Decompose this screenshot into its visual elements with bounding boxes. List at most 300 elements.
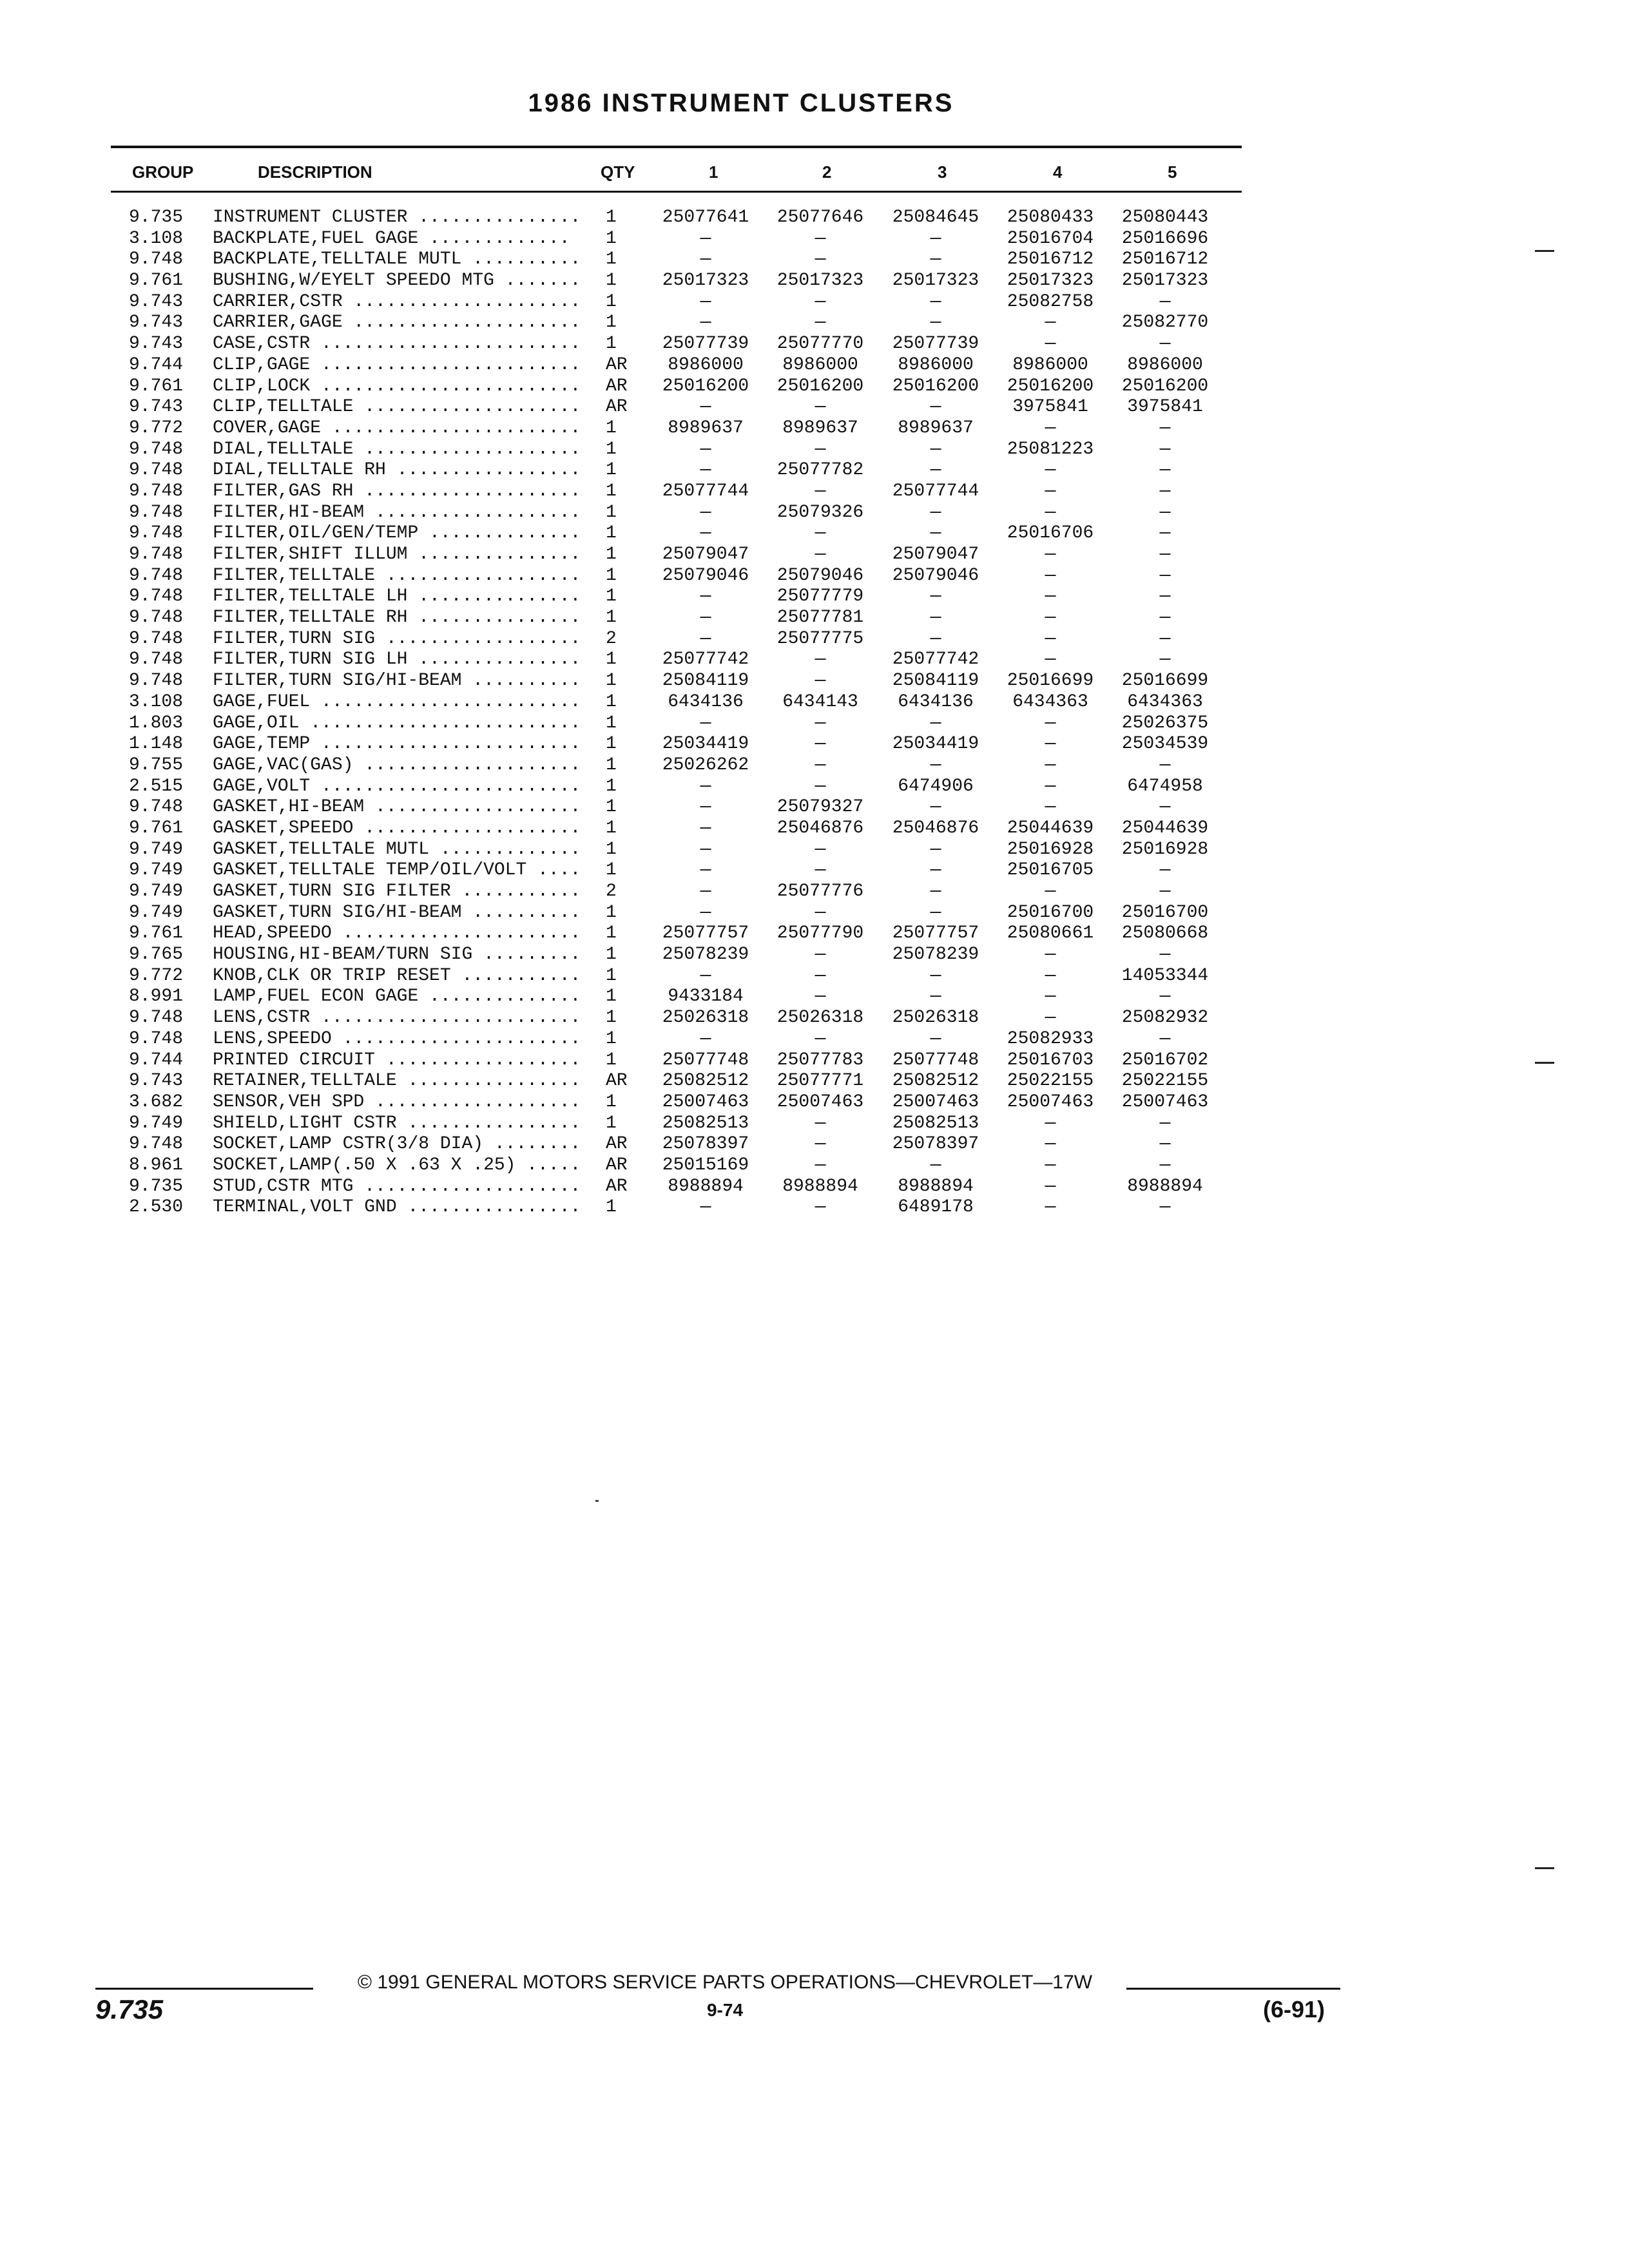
part-number-cell-3: 8986000	[898, 354, 974, 375]
table-row	[0, 523, 1629, 544]
part-number-cell-5: —	[1159, 460, 1171, 481]
part-number-cell-3: 6434136	[898, 691, 974, 712]
part-number-cell-5: —	[1159, 860, 1171, 881]
part-number-cell-5: 25007463	[1121, 1091, 1209, 1112]
qty-cell: 1	[606, 418, 617, 438]
part-number-cell-2: —	[815, 1134, 826, 1155]
part-number-cell-5: 25082770	[1121, 312, 1209, 333]
part-number-cell-5: —	[1159, 1113, 1171, 1133]
group-cell: 9.743	[129, 312, 184, 333]
qty-cell: 1	[606, 1008, 617, 1028]
group-cell: 8.991	[129, 986, 184, 1007]
description-cell: HEAD,SPEEDO ......................	[213, 923, 581, 944]
part-number-cell-4: —	[1045, 1008, 1056, 1028]
table-row	[0, 376, 1629, 398]
part-number-cell-5: —	[1159, 418, 1171, 438]
description-cell: SOCKET,LAMP(.50 X .63 X .25) .....	[213, 1155, 581, 1175]
part-number-cell-1: 25077739	[662, 334, 749, 354]
part-number-cell-4: —	[1045, 502, 1056, 523]
part-number-cell-1: —	[700, 291, 711, 312]
part-number-cell-1: 25026262	[662, 754, 749, 775]
table-row	[0, 312, 1629, 334]
part-number-cell-4: 25016704	[1007, 228, 1094, 249]
part-number-cell-1: 8989637	[668, 418, 744, 438]
description-cell: FILTER,SHIFT ILLUM ...............	[213, 544, 581, 564]
part-number-cell-1: 25079046	[662, 565, 749, 586]
description-cell: STUD,CSTR MTG ....................	[213, 1176, 581, 1196]
description-cell: GAGE,OIL .........................	[213, 713, 581, 733]
qty-cell: 1	[606, 649, 617, 670]
group-cell: 2.530	[129, 1197, 184, 1218]
part-number-cell-5: 25016200	[1121, 376, 1209, 396]
part-number-cell-5: —	[1159, 649, 1171, 670]
part-number-cell-5: 25022155	[1121, 1071, 1209, 1091]
group-cell: 9.743	[129, 334, 184, 354]
part-number-cell-2: 25079046	[776, 565, 864, 586]
part-number-cell-2: —	[815, 228, 826, 249]
part-number-cell-2: —	[815, 754, 826, 775]
table-row	[0, 418, 1629, 439]
description-cell: SHIELD,LIGHT CSTR ................	[213, 1113, 581, 1133]
footer-copyright: © 1991 GENERAL MOTORS SERVICE PARTS OPERATIONS—CHEVROLET—17W	[357, 1972, 1093, 1993]
table-row	[0, 566, 1629, 587]
qty-cell: 1	[606, 1091, 617, 1112]
qty-cell: 1	[606, 776, 617, 796]
column-header-description: DESCRIPTION	[258, 162, 372, 182]
column-header-5: 5	[1168, 162, 1177, 182]
description-cell: GASKET,TURN SIG FILTER ...........	[213, 881, 581, 901]
part-number-cell-2: 6434143	[782, 691, 858, 712]
description-cell: FILTER,TELLTALE RH ...............	[213, 608, 581, 628]
part-number-cell-1: —	[700, 460, 711, 481]
part-number-cell-4: —	[1045, 334, 1056, 354]
group-cell: 3.108	[129, 228, 184, 249]
part-number-cell-4: 25016699	[1007, 671, 1094, 691]
part-number-cell-1: 25026318	[662, 1008, 749, 1028]
part-number-cell-4: 3975841	[1012, 397, 1088, 418]
part-number-cell-3: —	[930, 1028, 941, 1049]
table-row	[0, 840, 1629, 861]
part-number-cell-5: —	[1159, 881, 1171, 901]
group-cell: 9.735	[129, 1176, 184, 1196]
qty-cell: AR	[606, 376, 628, 396]
qty-cell: AR	[606, 1134, 628, 1155]
description-cell: COVER,GAGE .......................	[213, 418, 581, 438]
qty-cell: 1	[606, 481, 617, 501]
part-number-cell-4: 25017323	[1007, 271, 1094, 291]
part-number-cell-2: 25077783	[776, 1050, 864, 1070]
table-row	[0, 1134, 1629, 1155]
part-number-cell-3: —	[930, 713, 941, 733]
part-number-cell-4: 25044639	[1007, 818, 1094, 838]
part-number-cell-2: —	[815, 1113, 826, 1133]
table-row	[0, 503, 1629, 524]
part-number-cell-4: —	[1045, 608, 1056, 628]
table-row	[0, 1197, 1629, 1218]
table-row	[0, 292, 1629, 313]
table-row	[0, 734, 1629, 755]
part-number-cell-3: 25078397	[892, 1134, 979, 1155]
part-number-cell-5: 14053344	[1121, 965, 1209, 986]
part-number-cell-1: 8988894	[668, 1176, 744, 1196]
description-cell: GASKET,HI-BEAM ...................	[213, 797, 581, 818]
part-number-cell-2: —	[815, 965, 826, 986]
footer-rule-left	[95, 1988, 313, 1990]
part-number-cell-3: —	[930, 839, 941, 860]
qty-cell: AR	[606, 1071, 628, 1091]
qty-cell: 1	[606, 713, 617, 733]
table-row	[0, 249, 1629, 271]
part-number-cell-1: —	[700, 839, 711, 860]
part-number-cell-5: 8986000	[1127, 354, 1203, 375]
footer-revision-date: (6-91)	[1263, 1996, 1325, 2023]
description-cell: CASE,CSTR ........................	[213, 334, 581, 354]
part-number-cell-5: —	[1159, 1028, 1171, 1049]
part-number-cell-5: —	[1159, 1197, 1171, 1218]
part-number-cell-3: 25079046	[892, 565, 979, 586]
part-number-cell-2: 25079327	[776, 797, 864, 818]
qty-cell: 1	[606, 608, 617, 628]
group-cell: 9.748	[129, 797, 184, 818]
part-number-cell-3: 25077757	[892, 923, 979, 944]
qty-cell: 1	[606, 986, 617, 1007]
part-number-cell-4: 25022155	[1007, 1071, 1094, 1091]
table-row	[0, 481, 1629, 503]
group-cell: 9.748	[129, 586, 184, 607]
description-cell: GASKET,TELLTALE MUTL .............	[213, 839, 581, 860]
description-cell: FILTER,TURN SIG/HI-BEAM ..........	[213, 671, 581, 691]
part-number-cell-3: —	[930, 881, 941, 901]
part-number-cell-2: —	[815, 1155, 826, 1175]
part-number-cell-3: —	[930, 965, 941, 986]
description-cell: FILTER,GAS RH ....................	[213, 481, 581, 501]
part-number-cell-3: 25084645	[892, 207, 979, 227]
table-row	[0, 1029, 1629, 1050]
part-number-cell-3: —	[930, 608, 941, 628]
part-number-cell-4: —	[1045, 734, 1056, 754]
part-number-cell-5: —	[1159, 291, 1171, 312]
margin-mark	[1535, 1867, 1554, 1869]
part-number-cell-4: 25016928	[1007, 839, 1094, 860]
part-number-cell-3: —	[930, 397, 941, 418]
part-number-cell-5: —	[1159, 481, 1171, 501]
column-header-3: 3	[938, 162, 947, 182]
group-cell: 9.744	[129, 1050, 184, 1070]
part-number-cell-1: 25077744	[662, 481, 749, 501]
footer-page-number: 9-74	[706, 2000, 744, 2020]
table-row	[0, 1092, 1629, 1113]
qty-cell: 1	[606, 460, 617, 481]
part-number-cell-3: —	[930, 228, 941, 249]
part-number-cell-2: 8988894	[782, 1176, 858, 1196]
description-cell: SOCKET,LAMP CSTR(3/8 DIA) ........	[213, 1134, 581, 1155]
table-row	[0, 818, 1629, 840]
part-number-cell-3: —	[930, 439, 941, 459]
group-cell: 9.748	[129, 460, 184, 481]
description-cell: BUSHING,W/EYELT SPEEDO MTG .......	[213, 271, 581, 291]
part-number-cell-4: —	[1045, 312, 1056, 333]
part-number-cell-4: 25016706	[1007, 523, 1094, 544]
footer-group-number: 9.735	[95, 1994, 164, 2024]
group-cell: 9.772	[129, 965, 184, 986]
part-number-cell-3: 25026318	[892, 1008, 979, 1028]
part-number-cell-5: 25016928	[1121, 839, 1209, 860]
group-cell: 9.735	[129, 207, 184, 227]
part-number-cell-5: 25034539	[1121, 734, 1209, 754]
qty-cell: 1	[606, 502, 617, 523]
part-number-cell-3: —	[930, 523, 941, 544]
part-number-cell-1: —	[700, 439, 711, 459]
qty-cell: 1	[606, 544, 617, 564]
table-row	[0, 1050, 1629, 1072]
description-cell: FILTER,OIL/GEN/TEMP ..............	[213, 523, 581, 544]
part-number-cell-1: 25015169	[662, 1155, 749, 1175]
description-cell: PRINTED CIRCUIT ..................	[213, 1050, 581, 1070]
table-row	[0, 860, 1629, 881]
part-number-cell-5: —	[1159, 986, 1171, 1007]
part-number-cell-2: —	[815, 839, 826, 860]
part-number-cell-2: 25007463	[776, 1091, 864, 1112]
part-number-cell-4: —	[1045, 1134, 1056, 1155]
part-number-cell-4: 25016703	[1007, 1050, 1094, 1070]
part-number-cell-5: —	[1159, 1155, 1171, 1175]
part-number-cell-3: —	[930, 460, 941, 481]
part-number-cell-5: 8988894	[1127, 1176, 1203, 1196]
part-number-cell-4: —	[1045, 945, 1056, 965]
part-number-cell-2: —	[815, 249, 826, 270]
column-header-group: GROUP	[132, 162, 194, 182]
qty-cell: 2	[606, 628, 617, 649]
part-number-cell-5: 25080443	[1121, 207, 1209, 227]
group-cell: 9.748	[129, 1134, 184, 1155]
group-cell: 2.515	[129, 776, 184, 796]
part-number-cell-4: —	[1045, 565, 1056, 586]
part-number-cell-5: —	[1159, 754, 1171, 775]
part-number-cell-4: —	[1045, 460, 1056, 481]
description-cell: DIAL,TELLTALE RH .................	[213, 460, 581, 481]
table-row	[0, 755, 1629, 776]
part-number-cell-4: —	[1045, 586, 1056, 607]
part-number-cell-1: 25016200	[662, 376, 749, 396]
description-cell: CARRIER,GAGE .....................	[213, 312, 581, 333]
part-number-cell-1: 25034419	[662, 734, 749, 754]
qty-cell: 1	[606, 1113, 617, 1133]
part-number-cell-4: —	[1045, 1197, 1056, 1218]
part-number-cell-1: 25078397	[662, 1134, 749, 1155]
part-number-cell-1: —	[700, 776, 711, 796]
part-number-cell-2: 25077646	[776, 207, 864, 227]
footer-rule-right	[1126, 1988, 1340, 1990]
part-number-cell-2: —	[815, 439, 826, 459]
group-cell: 9.743	[129, 291, 184, 312]
table-row	[0, 460, 1629, 481]
part-number-cell-3: —	[930, 586, 941, 607]
qty-cell: 1	[606, 334, 617, 354]
part-number-cell-1: 25079047	[662, 544, 749, 564]
part-number-cell-3: 25079047	[892, 544, 979, 564]
part-number-cell-3: —	[930, 249, 941, 270]
description-cell: SENSOR,VEH SPD ...................	[213, 1091, 581, 1112]
part-number-cell-2: —	[815, 649, 826, 670]
qty-cell: 1	[606, 228, 617, 249]
part-number-cell-2: 25077771	[776, 1071, 864, 1091]
qty-cell: 1	[606, 565, 617, 586]
qty-cell: 1	[606, 671, 617, 691]
group-cell: 9.761	[129, 376, 184, 396]
group-cell: 1.803	[129, 713, 184, 733]
part-number-cell-2: 25046876	[776, 818, 864, 838]
description-cell: FILTER,TURN SIG ..................	[213, 628, 581, 649]
part-number-cell-2: —	[815, 544, 826, 564]
qty-cell: AR	[606, 1176, 628, 1196]
part-number-cell-5: —	[1159, 565, 1171, 586]
part-number-cell-2: —	[815, 713, 826, 733]
part-number-cell-4: —	[1045, 1155, 1056, 1175]
description-cell: LENS,SPEEDO ......................	[213, 1028, 581, 1049]
description-cell: LENS,CSTR ........................	[213, 1008, 581, 1028]
part-number-cell-3: —	[930, 1155, 941, 1175]
part-number-cell-3: —	[930, 291, 941, 312]
part-number-cell-1: 25077742	[662, 649, 749, 670]
part-number-cell-4: 25016705	[1007, 860, 1094, 881]
description-cell: GASKET,TURN SIG/HI-BEAM ..........	[213, 902, 581, 923]
table-row	[0, 776, 1629, 798]
description-cell: BACKPLATE,TELLTALE MUTL ..........	[213, 249, 581, 270]
part-number-cell-4: 25082933	[1007, 1028, 1094, 1049]
table-row	[0, 649, 1629, 671]
group-cell: 9.755	[129, 754, 184, 775]
group-cell: 9.748	[129, 439, 184, 459]
table-row	[0, 692, 1629, 713]
table-row	[0, 966, 1629, 987]
description-cell: INSTRUMENT CLUSTER ...............	[213, 207, 581, 227]
part-number-cell-1: 8986000	[668, 354, 744, 375]
qty-cell: AR	[606, 397, 628, 418]
part-number-cell-1: —	[700, 628, 711, 649]
part-number-cell-5: 25016712	[1121, 249, 1209, 270]
group-cell: 3.682	[129, 1091, 184, 1112]
part-number-cell-2: —	[815, 986, 826, 1007]
description-cell: GASKET,TELLTALE TEMP/OIL/VOLT ....	[213, 860, 581, 881]
part-number-cell-2: 25077776	[776, 881, 864, 901]
description-cell: DIAL,TELLTALE ....................	[213, 439, 581, 459]
header-bottom-rule	[111, 191, 1242, 193]
group-cell: 9.748	[129, 249, 184, 270]
part-number-cell-3: 25017323	[892, 271, 979, 291]
part-number-cell-5: —	[1159, 502, 1171, 523]
part-number-cell-3: —	[930, 312, 941, 333]
part-number-cell-4: —	[1045, 481, 1056, 501]
table-row	[0, 439, 1629, 461]
description-cell: GASKET,SPEEDO ....................	[213, 818, 581, 838]
part-number-cell-3: 6474906	[898, 776, 974, 796]
part-number-cell-3: —	[930, 902, 941, 923]
part-number-cell-2: —	[815, 776, 826, 796]
qty-cell: 1	[606, 797, 617, 818]
part-number-cell-3: —	[930, 628, 941, 649]
part-number-cell-5: —	[1159, 628, 1171, 649]
part-number-cell-4: 25016700	[1007, 902, 1094, 923]
part-number-cell-4: —	[1045, 986, 1056, 1007]
table-row	[0, 671, 1629, 692]
part-number-cell-3: —	[930, 860, 941, 881]
table-row	[0, 797, 1629, 818]
margin-mark	[1535, 250, 1554, 252]
part-number-cell-4: —	[1045, 776, 1056, 796]
part-number-cell-3: —	[930, 986, 941, 1007]
part-number-cell-2: —	[815, 734, 826, 754]
part-number-cell-2: —	[815, 1197, 826, 1218]
qty-cell: 1	[606, 1028, 617, 1049]
part-number-cell-4: —	[1045, 754, 1056, 775]
part-number-cell-3: 25077739	[892, 334, 979, 354]
header-top-rule	[111, 146, 1242, 148]
part-number-cell-1: —	[700, 586, 711, 607]
part-number-cell-1: —	[700, 608, 711, 628]
part-number-cell-2: 8989637	[782, 418, 858, 438]
group-cell: 9.748	[129, 1008, 184, 1028]
table-row	[0, 334, 1629, 355]
part-number-cell-2: 25077790	[776, 923, 864, 944]
column-header-1: 1	[709, 162, 718, 182]
part-number-cell-5: 25082932	[1121, 1008, 1209, 1028]
qty-cell: 1	[606, 249, 617, 270]
parts-table	[0, 207, 1629, 1218]
part-number-cell-2: 25077770	[776, 334, 864, 354]
table-row	[0, 1177, 1629, 1198]
part-number-cell-3: —	[930, 502, 941, 523]
part-number-cell-2: —	[815, 312, 826, 333]
part-number-cell-5: 25080668	[1121, 923, 1209, 944]
part-number-cell-4: —	[1045, 713, 1056, 733]
part-number-cell-5: 3975841	[1127, 397, 1203, 418]
part-number-cell-2: —	[815, 523, 826, 544]
part-number-cell-4: —	[1045, 965, 1056, 986]
group-cell: 9.749	[129, 839, 184, 860]
table-row	[0, 1155, 1629, 1177]
part-number-cell-3: 25077744	[892, 481, 979, 501]
group-cell: 9.748	[129, 649, 184, 670]
group-cell: 8.961	[129, 1155, 184, 1175]
qty-cell: 2	[606, 881, 617, 901]
part-number-cell-5: —	[1159, 544, 1171, 564]
part-number-cell-4: —	[1045, 1176, 1056, 1196]
part-number-cell-1: —	[700, 523, 711, 544]
qty-cell: 1	[606, 207, 617, 227]
table-row	[0, 229, 1629, 250]
part-number-cell-3: 25007463	[892, 1091, 979, 1112]
table-row	[0, 881, 1629, 903]
part-number-cell-5: —	[1159, 1134, 1171, 1155]
part-number-cell-1: —	[700, 1028, 711, 1049]
group-cell: 9.744	[129, 354, 184, 375]
qty-cell: 1	[606, 1197, 617, 1218]
part-number-cell-5: 25044639	[1121, 818, 1209, 838]
part-number-cell-3: 25078239	[892, 945, 979, 965]
part-number-cell-1: —	[700, 797, 711, 818]
part-number-cell-4: —	[1045, 544, 1056, 564]
part-number-cell-5: 25016702	[1121, 1050, 1209, 1070]
part-number-cell-3: —	[930, 797, 941, 818]
table-row	[0, 544, 1629, 566]
part-number-cell-1: 25077748	[662, 1050, 749, 1070]
group-cell: 9.748	[129, 481, 184, 501]
part-number-cell-2: —	[815, 397, 826, 418]
part-number-cell-3: 25082513	[892, 1113, 979, 1133]
part-number-cell-3: 25046876	[892, 818, 979, 838]
description-cell: RETAINER,TELLTALE ................	[213, 1071, 581, 1091]
part-number-cell-4: 25080661	[1007, 923, 1094, 944]
